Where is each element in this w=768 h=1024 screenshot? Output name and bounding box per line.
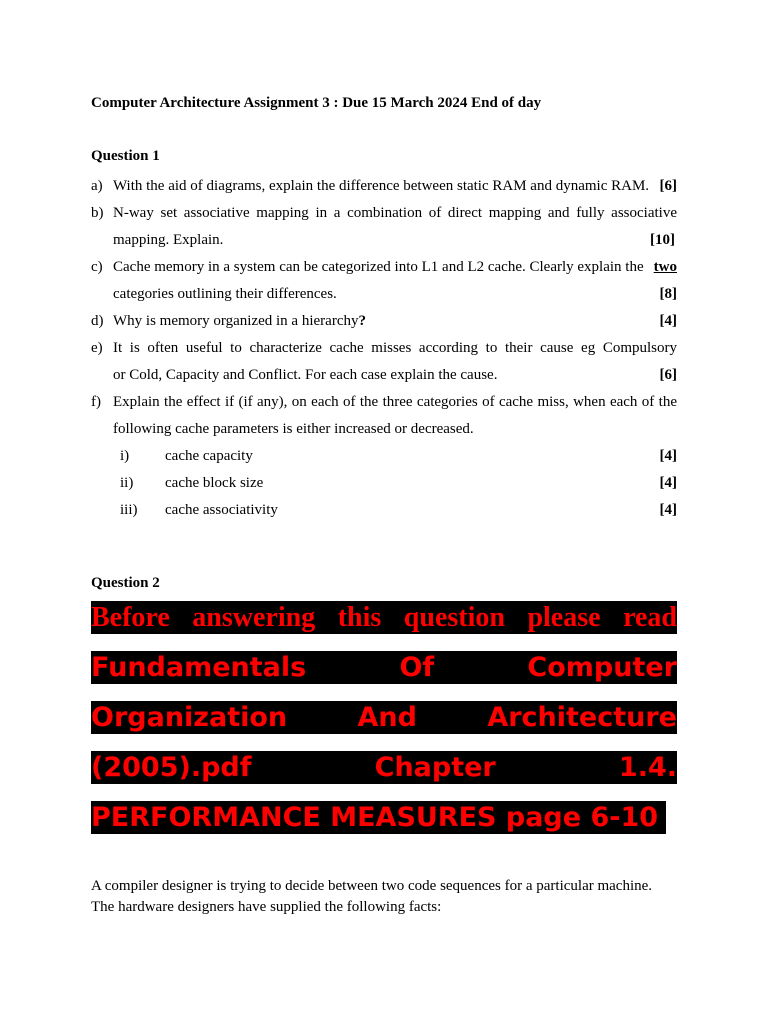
question-item-a: [91, 173, 677, 200]
item-text: Cache memory in a system can be categorized into L1 and L2 cache. Clearly explain the: [113, 259, 644, 275]
question-2-heading: Question 2: [91, 575, 160, 591]
item-text: Explain the effect if (if any), on each of the three categories of cache miss, when each of the: [113, 394, 677, 410]
paragraph-line: A compiler designer is trying to decide between two code sequences for a particular machine.: [91, 878, 653, 894]
item-marks: [6]: [659, 367, 677, 383]
item-marks: [10]: [650, 232, 675, 248]
banner-line: (2005).pdf Chapter 1.4.: [91, 752, 677, 783]
question-item-b: [91, 200, 677, 254]
item-text: mapping. Explain.: [113, 232, 224, 248]
item-marks: [8]: [659, 286, 677, 302]
sub-item-label: iii): [120, 502, 138, 518]
question-item-c: [91, 254, 677, 308]
sub-item-text: cache associativity: [165, 502, 278, 518]
question-1-heading: Question 1: [91, 148, 160, 164]
item-text: With the aid of diagrams, explain the difference between static RAM and dynamic RAM.: [113, 178, 650, 194]
sub-item-label: ii): [120, 475, 134, 491]
emphasis-two: two: [653, 259, 677, 275]
item-label: e): [91, 340, 103, 356]
item-marks: [4]: [659, 475, 677, 491]
item-label: f): [91, 394, 101, 410]
sub-item-ii: [91, 470, 677, 497]
banner-line: PERFORMANCE MEASURES page 6-10: [91, 801, 666, 834]
item-text: It is often useful to characterize cache misses according to their cause eg Compulsory: [113, 340, 677, 356]
item-label: a): [91, 178, 103, 194]
question-item-d: [91, 308, 677, 335]
item-marks: [4]: [659, 448, 677, 464]
banner-line: Organization And Architecture: [91, 702, 677, 733]
banner-line: Before answering this question please read: [91, 602, 677, 633]
sub-item-text: cache block size: [165, 475, 264, 491]
item-label: d): [91, 313, 104, 329]
item-label: b): [91, 205, 104, 221]
sub-item-label: i): [120, 448, 130, 464]
item-marks: [4]: [659, 502, 677, 518]
question-1-items: [91, 173, 677, 524]
item-text: N-way set associative mapping in a combination of direct mapping and fully associative: [113, 205, 677, 221]
question-mark: ?: [358, 313, 366, 329]
item-label: c): [91, 259, 103, 275]
item-text: categories outlining their differences.: [113, 286, 337, 302]
paragraph-line: The hardware designers have supplied the following facts:: [91, 899, 442, 915]
question-item-f: [91, 389, 677, 443]
item-text: following cache parameters is either increased or decreased.: [113, 421, 474, 437]
reading-instruction-banner: [91, 601, 677, 851]
sub-item-text: cache capacity: [165, 448, 253, 464]
assignment-title: Computer Architecture Assignment 3 : Due 15 March 2024 End of day: [91, 95, 542, 111]
sub-item-i: [91, 443, 677, 470]
banner-line: Fundamentals Of Computer: [91, 652, 677, 683]
question-2-paragraph: [91, 876, 691, 918]
question-item-e: [91, 335, 677, 389]
item-text: or Cold, Capacity and Conflict. For each case explain the cause.: [113, 367, 498, 383]
item-marks: [6]: [659, 178, 677, 194]
item-marks: [4]: [659, 313, 677, 329]
sub-item-iii: [91, 497, 677, 524]
item-text: Why is memory organized in a hierarchy: [113, 313, 359, 329]
